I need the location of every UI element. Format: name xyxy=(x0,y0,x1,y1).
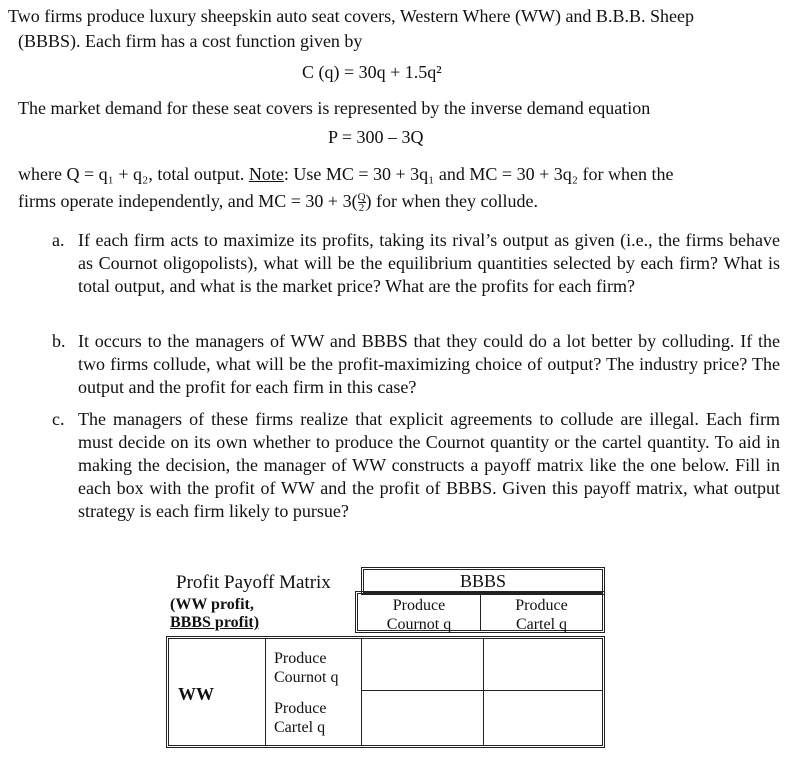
row-header-cartel xyxy=(274,699,326,737)
where-part1: where Q = q₁ + q₂, total output. xyxy=(18,164,245,184)
row-header-cartel-line1: Produce xyxy=(274,700,327,717)
payoff-cell-cartel-cartel[interactable] xyxy=(484,691,602,745)
bbbs-label: BBBS xyxy=(459,571,507,591)
demand-text: The market demand for these seat covers is represented by the inverse demand equation xyxy=(18,98,651,118)
cost-equation: C (q) = 30q + 1.5q² xyxy=(302,62,442,82)
where-line2a: firms operate independently, and MC = 30 + 3( xyxy=(18,191,358,211)
note-label: Note xyxy=(248,164,284,184)
matrix-legend-line-2: BBBS profit) xyxy=(170,614,260,631)
where-line-1 xyxy=(18,163,673,185)
col-header-cartel-line2: Cartel q xyxy=(515,616,568,633)
question-c-letter: c. xyxy=(52,409,65,429)
demand-equation: P = 300 – 3Q xyxy=(328,127,424,147)
ww-label: WW xyxy=(178,684,214,704)
question-c-text: The managers of these firms realize that explicit agreements to collude are illegal. Each firm must decide on its own whether to produce the Cournot quantity or the cartel quantity. To aid in making the decision, the manager of WW constructs a payoff matrix like the one below. Fill in each box with the profit of WW and the profit of BBBS. Given this payoff matrix, what output strategy is each firm likely to pursue? xyxy=(78,409,780,521)
q-over-2-fraction xyxy=(358,192,366,213)
row-header-cournot-line1: Produce xyxy=(274,650,327,667)
question-a-text: If each firm acts to maximize its profits, taking its rival’s output as given (i.e., the firms behave as Cournot oligopolists), what will be the equilibrium quantities selected by each firm? What is total output, and what is the market price? What are the profits for each firm? xyxy=(78,230,780,296)
payoff-cell-cournot-cartel[interactable] xyxy=(484,639,602,690)
col-header-cartel xyxy=(481,596,602,634)
question-b-text: It occurs to the managers of WW and BBBS that they could do a lot better by colluding. If the two firms collude, what will be the profit-maximizing choice of output? The industry price? The output and the profit for each firm in this case? xyxy=(78,331,780,397)
col-header-cournot-line2: Cournot q xyxy=(386,616,452,633)
row-header-cournot xyxy=(274,649,338,687)
row-header-divider xyxy=(265,639,266,745)
where-line-2 xyxy=(18,190,538,213)
row-header-cartel-line2: Cartel q xyxy=(274,719,326,736)
col-header-cartel-line1: Produce xyxy=(515,597,568,614)
matrix-legend-line-1: (WW profit, xyxy=(170,596,254,613)
intro-line-2: (BBBS). Each firm has a cost function given by xyxy=(18,31,363,51)
where-line2b: ) for when they collude. xyxy=(365,191,538,211)
question-b-letter: b. xyxy=(52,331,66,351)
where-part2: : Use MC = 30 + 3q₁ and MC = 30 + 3q₂ for when the xyxy=(283,164,674,184)
row-header-cournot-line2: Cournot q xyxy=(274,669,339,686)
payoff-cell-cartel-cournot[interactable] xyxy=(362,691,483,745)
question-a-letter: a. xyxy=(52,230,65,250)
intro-line-1: Two firms produce luxury sheepskin auto seat covers, Western Where (WW) and B.B.B. Sheep xyxy=(8,6,694,26)
payoff-cell-cournot-cournot[interactable] xyxy=(362,639,483,690)
frac-numerator: Q xyxy=(357,191,366,204)
matrix-title: Profit Payoff Matrix xyxy=(176,572,331,593)
col-header-cournot xyxy=(358,596,480,634)
col-header-cournot-line1: Produce xyxy=(392,597,446,614)
frac-denominator: 2 xyxy=(358,202,365,215)
matrix-legend xyxy=(170,596,259,632)
